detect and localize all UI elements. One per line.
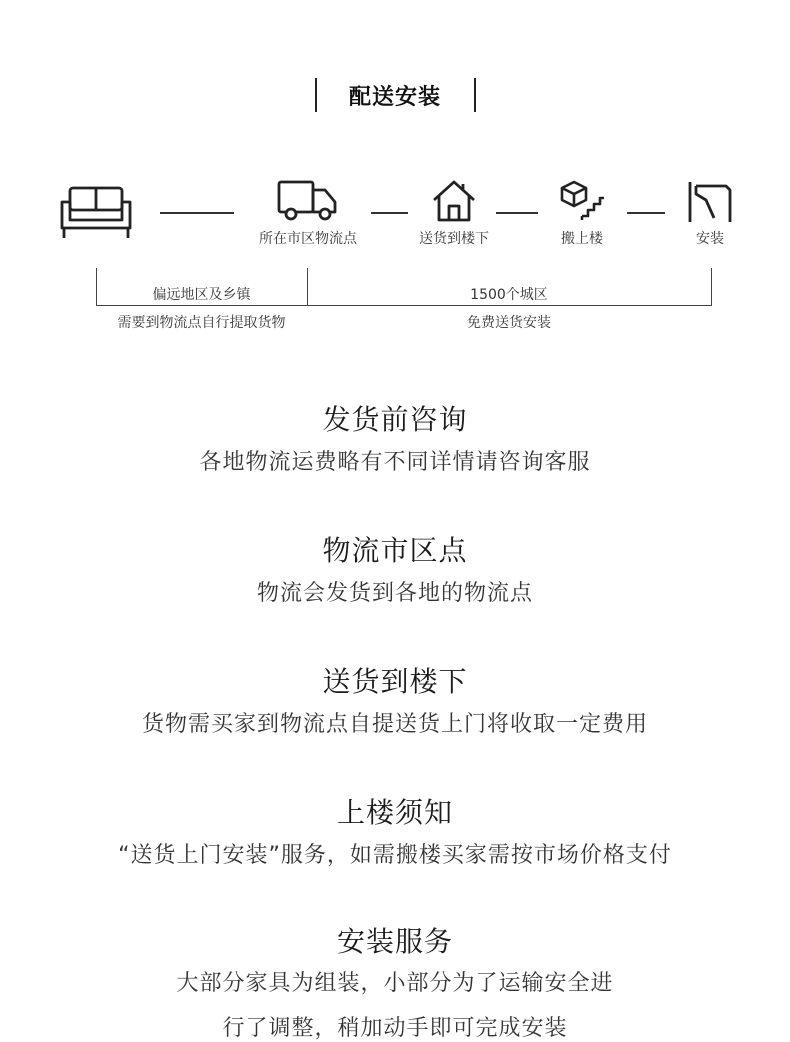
step-connector	[371, 212, 408, 214]
step-label-downstairs: 送货到楼下	[419, 231, 489, 247]
section-title-upstairs: 上楼须知	[336, 796, 453, 829]
house-icon	[432, 180, 476, 222]
section-title-downstairs: 送货到楼下	[322, 665, 468, 698]
section-body-install-line2: 行了调整，稍加动手即可完成安装	[222, 1016, 568, 1041]
bracket-left-line2: 需要到物流点自行提取货物	[117, 315, 286, 331]
step-connector	[160, 212, 234, 214]
sofa-icon	[58, 186, 134, 240]
bracket-baseline	[96, 305, 712, 306]
step-label-logistics: 所在市区物流点	[259, 231, 357, 247]
truck-icon	[277, 180, 339, 222]
section-body-downstairs: 货物需买家到物流点自提送货上门将收取一定费用	[141, 712, 648, 737]
page-title: 配送安装	[348, 85, 441, 110]
bracket-left-line1: 偏远地区及乡镇	[152, 287, 251, 303]
bracket-right-line2: 免费送货安装	[467, 315, 551, 331]
section-body-install-line1: 大部分家具为组装，小部分为了运输安全进	[176, 971, 614, 996]
bracket-right-line1: 1500个城区	[470, 287, 548, 303]
step-connector	[627, 212, 665, 214]
section-body-logistics: 物流会发货到各地的物流点	[256, 581, 533, 606]
install-icon	[688, 180, 734, 224]
section-body-upstairs: “送货上门安装”服务，如需搬楼买家需按市场价格支付	[118, 843, 672, 868]
box-stairs-icon	[560, 180, 606, 222]
step-connector	[496, 212, 538, 214]
section-title-consult: 发货前咨询	[322, 403, 468, 436]
section-body-consult: 各地物流运费略有不同详情请咨询客服	[199, 450, 591, 475]
section-title-logistics: 物流市区点	[322, 534, 468, 567]
step-label-install: 安装	[696, 231, 724, 247]
step-label-carry-up: 搬上楼	[561, 231, 603, 247]
section-title-install: 安装服务	[336, 925, 453, 958]
bracket-right-edge	[711, 268, 712, 306]
header-right-bar	[474, 78, 476, 112]
